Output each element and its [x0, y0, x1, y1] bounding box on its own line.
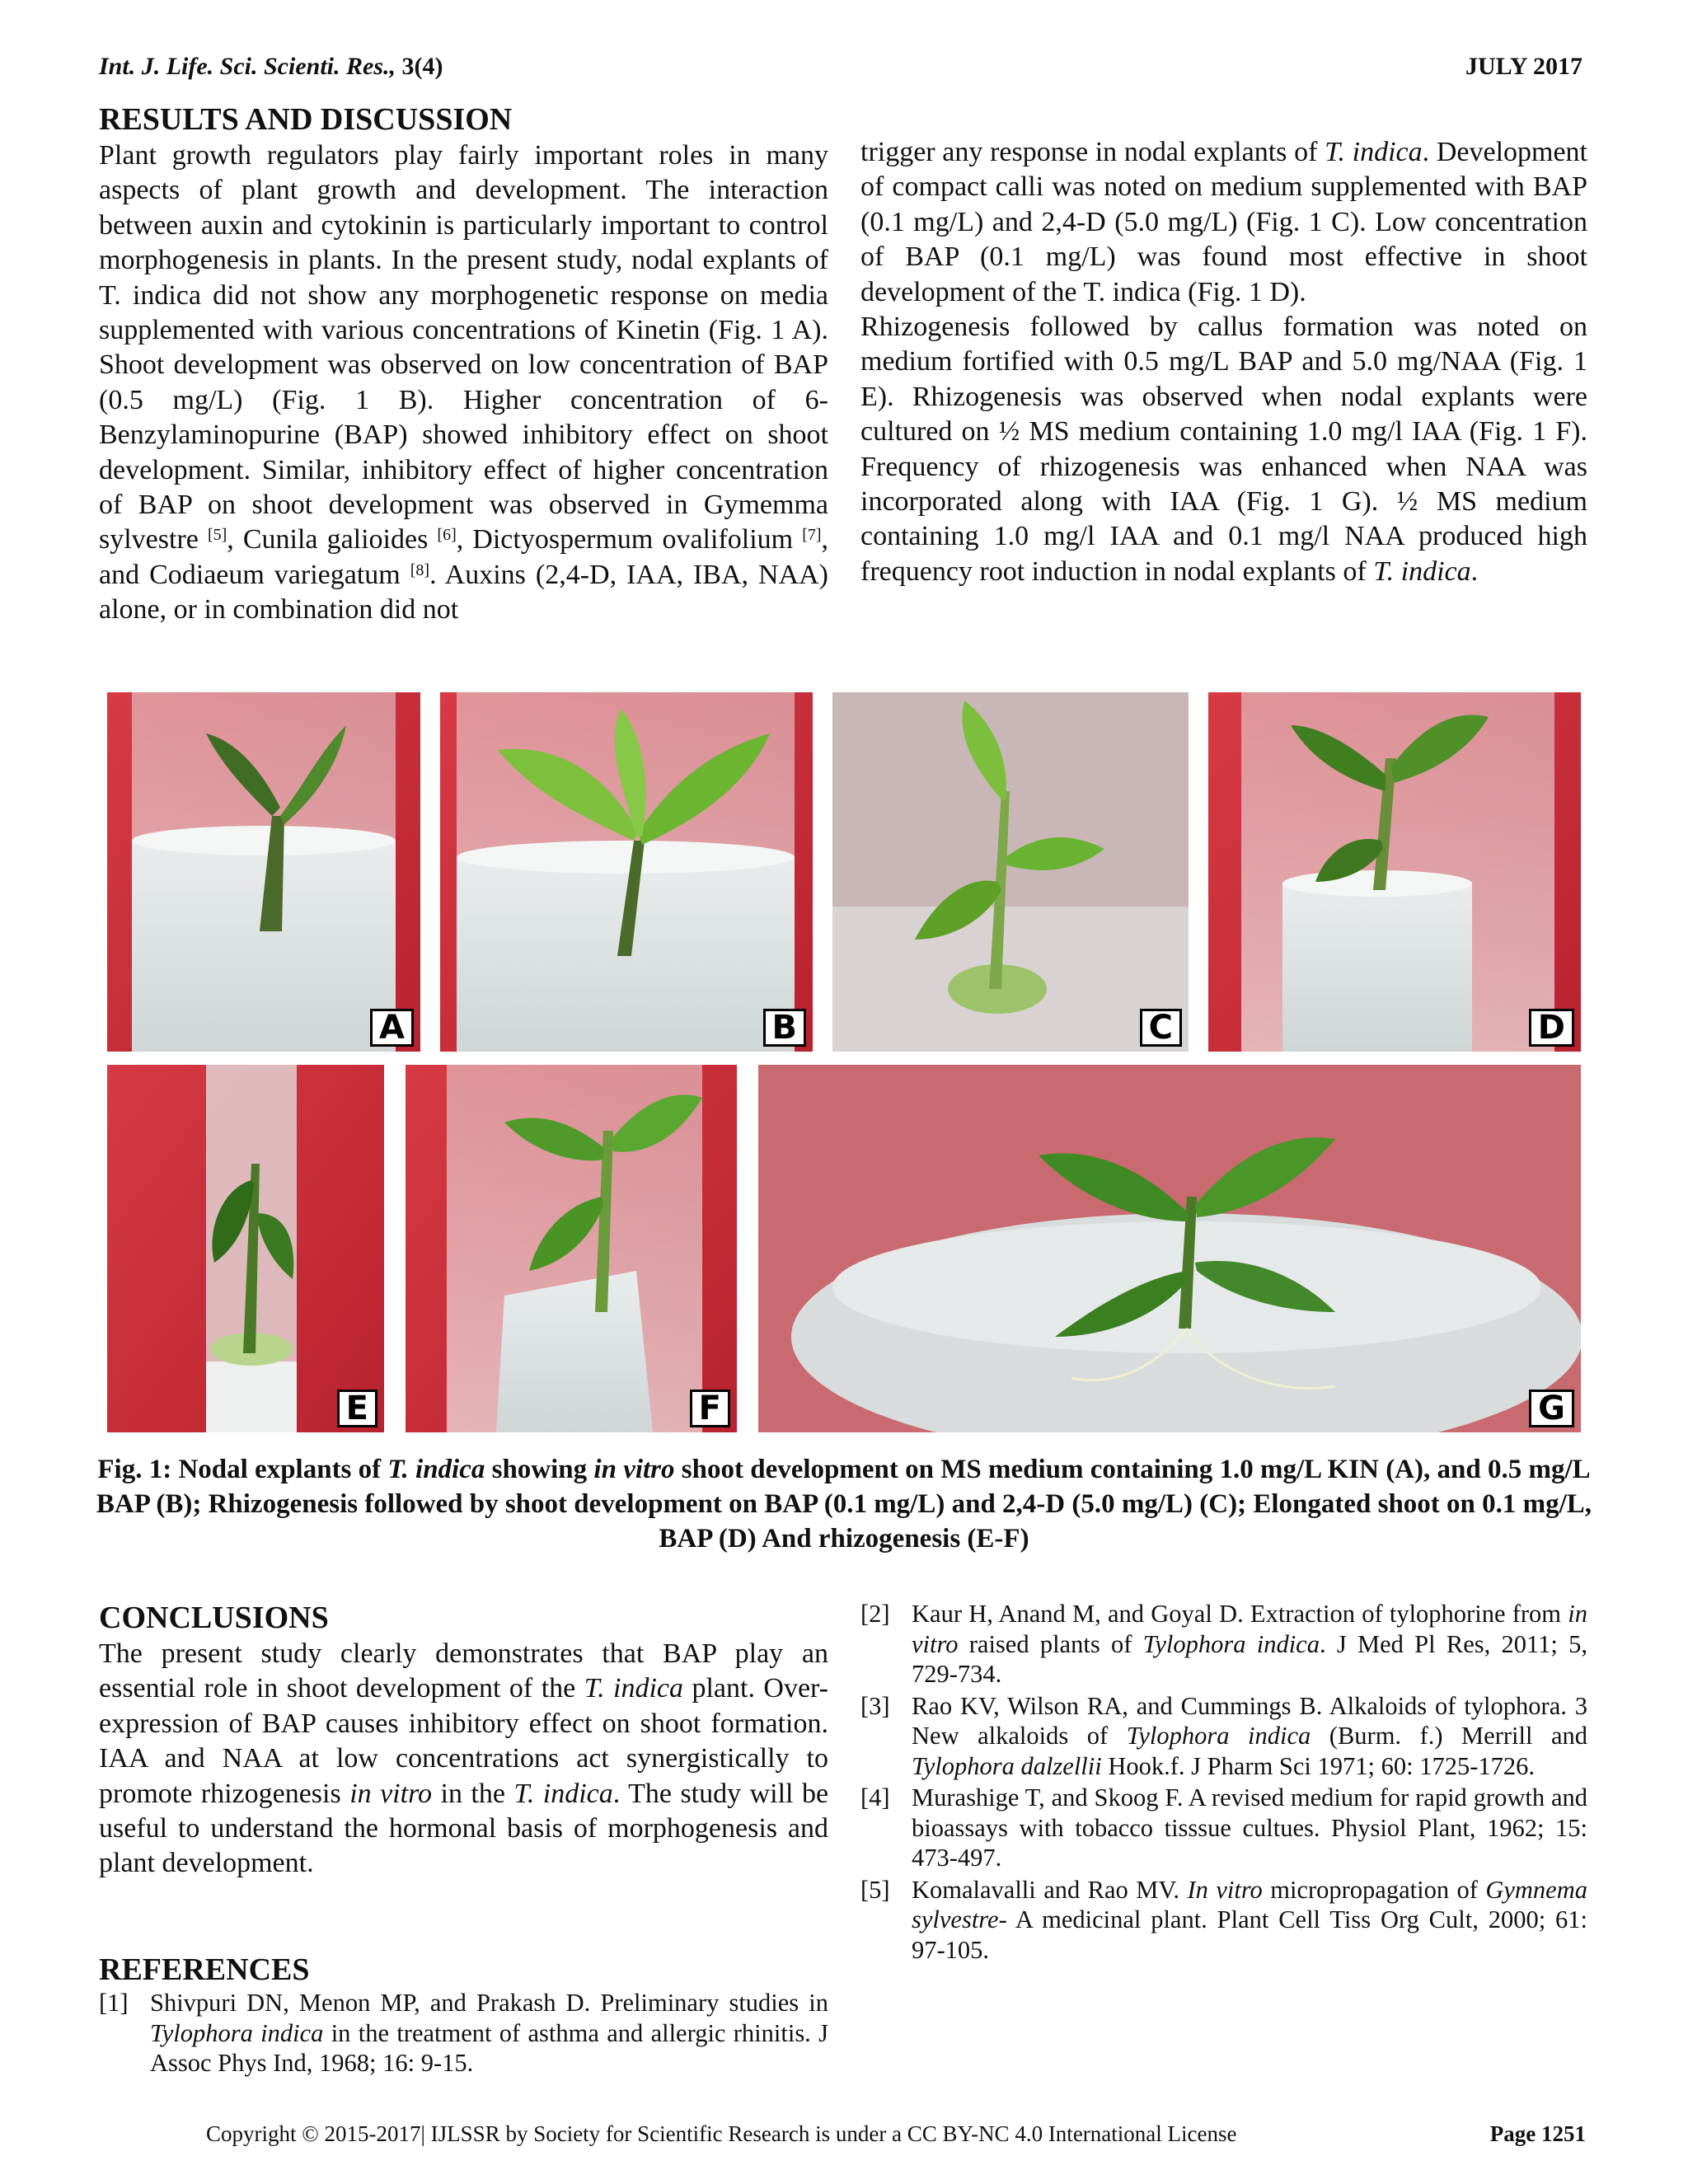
figure-caption — [91, 1452, 1597, 1556]
reference-item — [860, 1691, 1587, 1782]
results-text: . Auxins (2,4-D, IAA, IBA, NAA) alone, or in combination did not — [99, 559, 828, 626]
figure-panel-d — [1208, 692, 1581, 1052]
results-text: , Cunila galioides — [227, 524, 438, 555]
citation-8: [8] — [410, 560, 430, 579]
reference-text — [912, 1599, 1587, 1690]
reference-number: [2] — [860, 1600, 890, 1628]
conclusions-text: The present study clearly demonstrates that BAP play an essential role in shoot development of the — [99, 1638, 828, 1704]
caption-italic: T. indica — [387, 1455, 485, 1484]
figure-panel-f — [406, 1065, 737, 1432]
figure-panel-c — [832, 692, 1189, 1052]
reference-item — [99, 1988, 828, 2079]
results-text: , and Codiaeum variegatum — [99, 524, 829, 590]
ref-text: Komalavalli and Rao MV. — [912, 1875, 1188, 1904]
plant-culture-image — [832, 692, 1189, 1052]
plant-culture-image — [758, 1065, 1581, 1432]
ref-text: . J Med Pl Res, 2011; 5, 729-734. — [912, 1629, 1587, 1688]
panel-label-c: C — [1140, 1009, 1182, 1047]
caption-text: showing — [485, 1455, 594, 1484]
ref-text: Shivpuri DN, Menon MP, and Prakash D. Preliminary studies in — [150, 1989, 828, 2017]
reference-item — [860, 1875, 1587, 1966]
results-text: , Dictyospermum ovalifolium — [456, 524, 803, 555]
conclusions-paragraph — [99, 1637, 828, 1882]
ref-italic: Gymnema sylvestre — [912, 1875, 1587, 1933]
reference-number: [4] — [860, 1783, 890, 1811]
results-text: Plant growth regulators play fairly important roles in many aspects of plant growth and development. The interaction between auxin and cytokinin is particularly important to control morphogenesis in plants. In the present study, nodal explants of T. indica did not show any morphogenetic response on media supplemented with various concentrations of Kinetin (Fig. 1 A). Shoot development was observed on low concentration of BAP (0.5 mg/L) (Fig. 1 B). Higher concentration of 6-Benzylaminopurine (BAP) showed inhibitory effect on shoot development. Similar, inhibitory effect of higher concentration of BAP on shoot development was observed in Gymemma sylvestre — [99, 140, 828, 555]
results-text: trigger any response in nodal explants of — [860, 137, 1325, 167]
reference-number: [1] — [99, 1989, 129, 2017]
ref-text: Hook.f. J Pharm Sci 1971; 60: 1725-1726. — [1101, 1751, 1535, 1780]
results-paragraph-left — [99, 138, 828, 628]
journal-name: Int. J. Life. Sci. Scienti. Res., — [99, 53, 396, 80]
species-name: T. indica — [513, 1778, 613, 1809]
plant-culture-image — [440, 692, 813, 1052]
figure-panel-b — [440, 692, 813, 1052]
reference-text — [912, 1691, 1587, 1782]
panel-label-f: F — [690, 1390, 730, 1427]
results-paragraph-right-1 — [860, 135, 1587, 310]
citation-6: [6] — [437, 526, 457, 545]
results-right-column — [860, 135, 1587, 589]
conclusions-text: in the — [432, 1778, 514, 1809]
reference-number: [3] — [860, 1691, 890, 1720]
reference-item — [860, 1599, 1587, 1690]
ref-text: Kaur H, Anand M, and Goyal D. Extraction of tylophorine from — [912, 1600, 1568, 1628]
citation-5: [5] — [207, 526, 227, 545]
ref-text: - A medicinal plant. Plant Cell Tiss Org Cult, 2000; 61: 97-105. — [912, 1905, 1587, 1964]
conclusions-heading: CONCLUSIONS — [99, 1601, 329, 1635]
species-name: T. indica — [1373, 555, 1471, 587]
plant-culture-image — [1208, 692, 1581, 1052]
panel-label-g: G — [1529, 1390, 1574, 1427]
results-heading: RESULTS AND DISCUSSION — [99, 102, 513, 137]
ref-italic: In vitro — [1187, 1875, 1263, 1904]
figure-panel-e — [107, 1065, 384, 1432]
results-text: Rhizogenesis followed by callus formation was noted on medium fortified with 0.5 mg/L BAP and 5.0 mg/NAA (Fig. 1 E). Rhizogenesis was observed when nodal explants were cultured on ½ MS medium containing 1.0 mg/l IAA (Fig. 1 F). Frequency of rhizogenesis was enhanced when NAA was incorporated along with IAA (Fig. 1 G). ½ MS medium containing 1.0 mg/l IAA and 0.1 mg/l NAA produced high frequency root induction in nodal explants of — [860, 312, 1587, 587]
ref-text: micropropagation of — [1262, 1875, 1486, 1904]
ref-italic: Tylophora indica — [1142, 1629, 1320, 1658]
panel-label-d: D — [1529, 1009, 1574, 1047]
ref-text: raised plants of — [958, 1629, 1143, 1658]
page-number: Page 1251 — [1489, 2121, 1586, 2146]
caption-italic: in vitro — [593, 1455, 675, 1484]
issue-date: JULY 2017 — [1465, 53, 1582, 80]
plant-culture-image — [107, 1065, 384, 1432]
species-name: T. indica — [1325, 137, 1423, 167]
ref-italic: in vitro — [912, 1600, 1587, 1658]
ref-italic: Tylophora indica — [1126, 1722, 1311, 1750]
references-left — [99, 1952, 828, 2080]
references-right — [860, 1599, 1587, 1966]
conclusions-section — [99, 1599, 828, 1882]
figure-panel-a — [107, 692, 420, 1052]
plant-culture-image — [107, 692, 420, 1052]
conclusions-text: . The study will be useful to understand the hormonal basis of morphogenesis and plant development. — [99, 1778, 829, 1879]
references-heading: REFERENCES — [99, 1952, 310, 1987]
ref-italic: Tylophora indica — [150, 2018, 324, 2047]
journal-volume: 3(4) — [401, 53, 443, 80]
reference-number: [5] — [860, 1875, 890, 1904]
citation-7: [7] — [802, 526, 822, 545]
conclusions-text: plant. Over-expression of BAP causes inhibitory effect on shoot formation. IAA and NAA at low concentrations act synergistically to promote rhizogenesis — [99, 1673, 829, 1809]
reference-text — [912, 1875, 1587, 1966]
figure-panel-g — [758, 1065, 1581, 1432]
journal-header — [99, 53, 443, 81]
ref-italic: Tylophora dalzellii — [912, 1751, 1102, 1780]
ref-text: (Burm. f.) Merrill and — [1311, 1722, 1587, 1750]
reference-text — [150, 1988, 828, 2079]
species-name: T. indica — [584, 1673, 684, 1704]
reference-item — [860, 1783, 1587, 1873]
reference-text: Murashige T, and Skoog F. A revised medium for rapid growth and bioassays with tobacco tisssue cultues. Physiol Plant, 1962; 15: 473-497. — [912, 1783, 1587, 1872]
results-left-column — [99, 101, 828, 628]
panel-label-a: A — [370, 1009, 414, 1047]
results-paragraph-right-2 — [860, 310, 1587, 589]
ref-text: in the treatment of asthma and allergic rhinitis. J Assoc Phys Ind, 1968; 16: 9-15. — [150, 2018, 828, 2077]
plant-culture-image — [406, 1065, 737, 1432]
panel-label-e: E — [337, 1390, 377, 1427]
copyright-footer: Copyright © 2015-2017| IJLSSR by Society for Scientific Research is under a CC BY-NC 4.0 International License — [206, 2121, 1237, 2146]
caption-text: shoot development on MS medium containing 1.0 mg/L KIN (A), and 0.5 mg/L BAP (B); Rhizogenesis followed by shoot development on BAP (0.1 mg/L) and 2,4-D (5.0 mg/L) (C); Elongated shoot on 0.1 mg/L, BAP (D) And rhizogenesis (E-F) — [96, 1455, 1592, 1554]
results-text: . Development of compact calli was noted on medium supplemented with BAP (0.1 mg/L) and 2,4-D (5.0 mg/L) (Fig. 1 C). Low concentration of BAP (0.1 mg/L) was found most effective in shoot development of the T. indica (Fig. 1 D). — [860, 137, 1588, 307]
term-italic: in vitro — [349, 1778, 433, 1809]
caption-text: Fig. 1: Nodal explants of — [97, 1455, 388, 1484]
ref-text: Rao KV, Wilson RA, and Cummings B. Alkaloids of tylophora. 3 New alkaloids of — [912, 1691, 1587, 1750]
results-text: . — [1470, 555, 1479, 587]
panel-label-b: B — [763, 1009, 807, 1047]
